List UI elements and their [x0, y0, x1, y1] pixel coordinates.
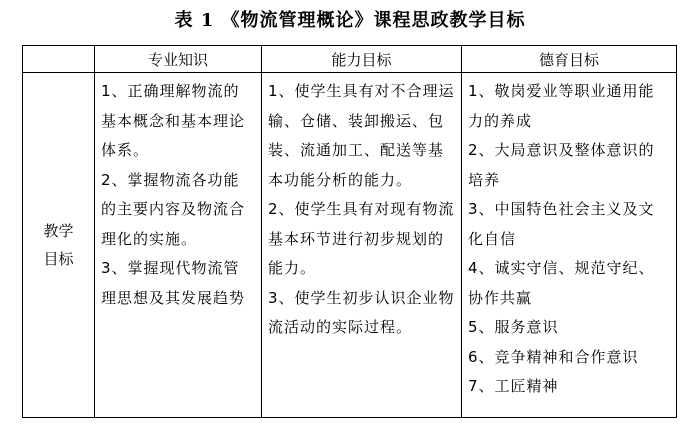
corner-cell — [23, 46, 95, 73]
moral-item: 1、敬岗爱业等职业通用能力的养成 — [468, 82, 655, 130]
moral-item: 7、工匠精神 — [468, 377, 559, 395]
moral-item: 4、诚实守信、规范守纪、协作共赢 — [468, 259, 655, 307]
row-header-teaching-goals — [23, 73, 95, 418]
moral-item: 5、服务意识 — [468, 318, 559, 336]
moral-cell — [462, 73, 677, 418]
column-header-knowledge: 专业知识 — [95, 46, 262, 73]
knowledge-item: 1、正确理解物流的基本概念和基本理论体系。 — [101, 82, 246, 159]
moral-item: 6、竞争精神和合作意识 — [468, 347, 639, 366]
course-goals-table — [22, 45, 677, 418]
moral-item: 3、中国特色社会主义及文化自信 — [468, 200, 655, 248]
knowledge-item: 2、掌握物流各功能的主要内容及物流合理化的实施。 — [101, 170, 246, 248]
table-caption: 表 1 《物流管理概论》课程思政教学目标 — [174, 10, 526, 31]
ability-cell — [262, 73, 462, 418]
ability-item: 3、使学生初步认识企业物流活动的实际过程。 — [268, 288, 455, 336]
knowledge-cell — [95, 73, 262, 418]
table-row — [23, 73, 677, 418]
column-header-ability: 能力目标 — [262, 46, 462, 73]
ability-item: 1、使学生具有对不合理运输、仓储、装卸搬运、包装、流通加工、配送等基本功能分析的能力。 — [268, 82, 455, 189]
moral-item: 2、大局意识及整体意识的培养 — [468, 141, 655, 189]
ability-item: 2、使学生具有对现有物流基本环节进行初步规划的能力。 — [268, 200, 455, 277]
knowledge-item: 3、掌握现代物流管理思想及其发展趋势 — [101, 259, 246, 307]
row-header-label: 教学目标 — [43, 222, 74, 268]
column-header-moral: 德育目标 — [462, 46, 677, 73]
header-row — [23, 46, 677, 73]
